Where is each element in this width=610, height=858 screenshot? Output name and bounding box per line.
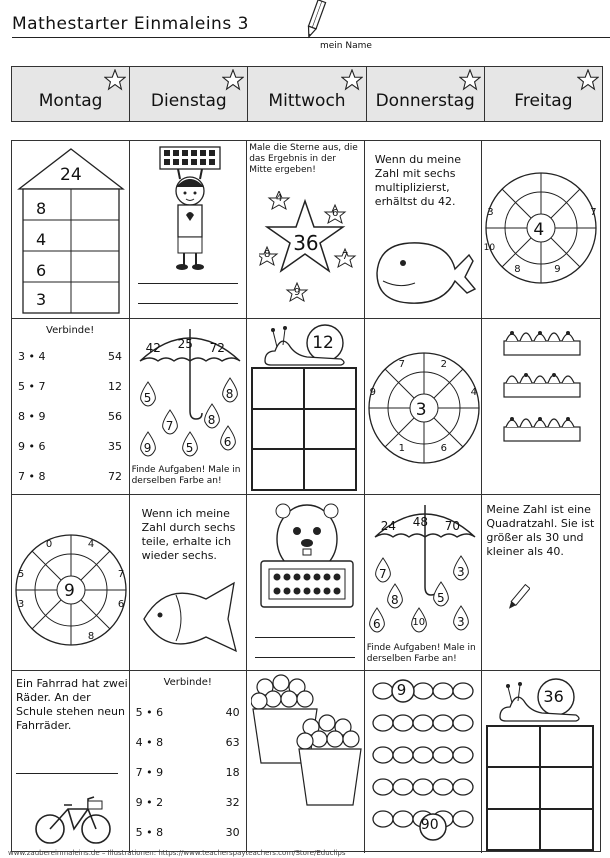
table-cell[interactable] bbox=[487, 726, 540, 767]
wheel-number: 7 bbox=[590, 207, 597, 218]
drop-number: 10 bbox=[412, 617, 426, 628]
fish-illustration bbox=[136, 575, 244, 661]
wheel-number: 0 bbox=[45, 539, 53, 550]
fish-riddle-text: Wenn ich meine Zahl durch sechs teile, erhalte ich wieder sechs. bbox=[141, 507, 236, 562]
drop-number: 5 bbox=[143, 391, 152, 405]
umbrella-value: 42 bbox=[145, 341, 161, 355]
whale-illustration bbox=[369, 233, 479, 313]
girl-dots-illustration bbox=[150, 143, 230, 273]
snail-table-cell bbox=[247, 319, 365, 495]
day-label: Mittwoch bbox=[268, 91, 346, 111]
drop-number: 3 bbox=[456, 615, 465, 629]
factor-table bbox=[486, 725, 594, 851]
star-number: 4 bbox=[276, 193, 283, 204]
day-label: Freitag bbox=[514, 91, 573, 111]
star-icon bbox=[222, 69, 244, 91]
wheel-number: 10 bbox=[483, 243, 496, 253]
bicycle-riddle-cell bbox=[12, 671, 130, 853]
flower-boxes-illustration bbox=[496, 323, 588, 453]
girl-array-cell bbox=[130, 141, 248, 319]
wheel-number: 6 bbox=[117, 599, 125, 610]
snail-number: 12 bbox=[312, 333, 334, 353]
value: 40 bbox=[225, 705, 240, 719]
fish-riddle-cell bbox=[130, 495, 248, 671]
square-riddle-cell bbox=[482, 495, 600, 671]
value: 12 bbox=[108, 379, 122, 393]
table-cell[interactable] bbox=[304, 449, 356, 490]
value: 30 bbox=[225, 825, 240, 839]
connect-pairs bbox=[18, 341, 122, 491]
umbrella-caption: Finde Aufgaben! Male in derselben Farbe an! bbox=[366, 643, 476, 664]
day-label: Donnerstag bbox=[375, 91, 475, 111]
beaver-dots-illustration bbox=[257, 499, 357, 611]
drop-number: 8 bbox=[225, 387, 234, 401]
square-riddle-text: Meine Zahl ist eine Quadratzahl. Sie ist größer als 30 und kleiner als 40. bbox=[486, 503, 595, 558]
star-icon bbox=[341, 69, 363, 91]
drop-number: 6 bbox=[372, 617, 381, 631]
wheel-number: 7 bbox=[117, 569, 125, 580]
name-label: mein Name bbox=[320, 41, 372, 51]
day-header bbox=[11, 66, 603, 122]
connect-title: Verbinde! bbox=[46, 325, 95, 336]
day-label: Dienstag bbox=[150, 91, 227, 111]
term: 8 • 9 bbox=[18, 409, 46, 423]
table-cell[interactable] bbox=[252, 449, 304, 490]
house-roof-number: 24 bbox=[60, 165, 82, 185]
bicycle-illustration bbox=[34, 791, 114, 847]
star-number: 9 bbox=[294, 287, 301, 298]
value: 35 bbox=[108, 439, 122, 453]
term: 5 • 6 bbox=[135, 705, 164, 719]
wheel-number: 9 bbox=[369, 387, 376, 398]
star-number: 8 bbox=[264, 249, 271, 260]
value: 18 bbox=[225, 765, 240, 779]
table-cell[interactable] bbox=[540, 809, 593, 850]
umbrella-value: 72 bbox=[209, 341, 225, 355]
day-wednesday bbox=[248, 67, 366, 121]
value: 54 bbox=[108, 349, 122, 363]
table-cell[interactable] bbox=[540, 767, 593, 808]
day-thursday bbox=[367, 67, 485, 121]
star-icon bbox=[577, 69, 599, 91]
drop-number: 8 bbox=[390, 593, 399, 607]
table-cell[interactable] bbox=[304, 409, 356, 450]
exercise-grid bbox=[11, 140, 601, 852]
wheel-number: 9 bbox=[554, 264, 561, 275]
star-center-number: 36 bbox=[293, 231, 319, 255]
table-cell[interactable] bbox=[304, 368, 356, 409]
wheel-number: 5 bbox=[17, 569, 25, 580]
wheel-number: 8 bbox=[87, 631, 95, 642]
answer-line bbox=[255, 637, 355, 638]
beaver-dots-cell bbox=[247, 495, 365, 671]
umbrella-value: 25 bbox=[177, 337, 193, 351]
umbrella-value: 70 bbox=[444, 519, 461, 533]
connect-pairs bbox=[136, 697, 240, 847]
answer-line bbox=[138, 303, 238, 304]
drop-number: 7 bbox=[165, 419, 174, 433]
umbrella-value: 48 bbox=[412, 515, 429, 529]
table-cell[interactable] bbox=[540, 726, 593, 767]
table-cell[interactable] bbox=[487, 767, 540, 808]
footer-credits: www.zaubereinmaleins.de – Illustrationen: https://www.teacherspayteachers.com/Store/Educlips bbox=[8, 849, 346, 857]
answer-line bbox=[16, 773, 118, 774]
whale-riddle-cell bbox=[365, 141, 483, 319]
term: 5 • 7 bbox=[18, 379, 46, 393]
pencil-icon bbox=[506, 583, 530, 613]
wheel-center: 3 bbox=[415, 400, 427, 420]
wheel-number: 7 bbox=[398, 359, 405, 370]
term: 7 • 8 bbox=[18, 469, 46, 483]
bead-top-number: 9 bbox=[396, 681, 407, 699]
drop-number: 6 bbox=[223, 435, 232, 449]
umbrella-cell bbox=[130, 319, 248, 495]
bead-bottom-number: 90 bbox=[420, 817, 439, 833]
star-number: 7 bbox=[342, 251, 349, 262]
whale-riddle-text: Wenn du meine Zahl mit sechs multiplizierst, erhältst du 42. bbox=[374, 153, 461, 208]
name-line bbox=[12, 37, 610, 38]
number-house-cell bbox=[12, 141, 130, 319]
day-friday bbox=[485, 67, 602, 121]
ball-buckets-illustration bbox=[251, 673, 363, 849]
answer-line bbox=[255, 657, 355, 658]
house-value: 3 bbox=[36, 290, 47, 309]
wheel-center: 4 bbox=[533, 220, 545, 240]
number-wheel-cell bbox=[12, 495, 130, 671]
answer-line bbox=[138, 283, 238, 284]
term: 9 • 6 bbox=[18, 439, 46, 453]
wheel-number: 2 bbox=[440, 359, 447, 370]
umbrella-cell bbox=[365, 495, 483, 671]
star-instruction: Male die Sterne aus, die das Ergebnis in der Mitte ergeben! bbox=[249, 143, 358, 175]
wheel-number: 4 bbox=[470, 387, 477, 398]
value: 72 bbox=[108, 469, 122, 483]
drop-number: 5 bbox=[185, 441, 194, 455]
bicycle-riddle-text: Ein Fahrrad hat zwei Räder. An der Schule stehen neun Fahrräder. bbox=[16, 677, 128, 732]
pencil-icon bbox=[300, 0, 330, 40]
value: 63 bbox=[225, 735, 240, 749]
wheel-center: 9 bbox=[64, 581, 75, 601]
term: 7 • 9 bbox=[135, 765, 164, 779]
snail-illustration bbox=[261, 321, 357, 367]
table-cell[interactable] bbox=[252, 368, 304, 409]
day-tuesday bbox=[130, 67, 248, 121]
star-task-cell bbox=[247, 141, 365, 319]
wheel-number: 3 bbox=[17, 599, 25, 610]
drop-number: 9 bbox=[143, 441, 152, 455]
number-wheel-cell bbox=[482, 141, 600, 319]
value: 56 bbox=[108, 409, 122, 423]
day-label: Montag bbox=[38, 91, 103, 111]
connect-cell bbox=[130, 671, 248, 853]
number-wheel-cell bbox=[365, 319, 483, 495]
star-icon bbox=[459, 69, 481, 91]
drop-number: 5 bbox=[436, 591, 445, 605]
connect-cell bbox=[12, 319, 130, 495]
table-cell[interactable] bbox=[487, 809, 540, 850]
plant-pots-cell bbox=[482, 319, 600, 495]
connect-title: Verbinde! bbox=[163, 677, 212, 688]
house-value: 4 bbox=[36, 230, 47, 249]
snail-number: 36 bbox=[543, 687, 564, 706]
snail-table-cell bbox=[482, 671, 600, 853]
star-icon bbox=[104, 69, 126, 91]
star-number: 6 bbox=[332, 208, 339, 219]
drop-number: 3 bbox=[456, 565, 465, 579]
day-monday bbox=[12, 67, 130, 121]
house-value: 6 bbox=[36, 261, 47, 280]
term: 3 • 4 bbox=[18, 349, 46, 363]
drop-number: 8 bbox=[207, 413, 216, 427]
term: 5 • 8 bbox=[135, 825, 164, 839]
umbrella-value: 24 bbox=[380, 519, 397, 533]
drop-number: 7 bbox=[378, 567, 387, 581]
term: 4 • 8 bbox=[135, 735, 164, 749]
value: 32 bbox=[225, 795, 240, 809]
table-cell[interactable] bbox=[252, 409, 304, 450]
wheel-number: 6 bbox=[440, 443, 447, 454]
wheel-number: 4 bbox=[87, 539, 95, 550]
factor-table bbox=[251, 367, 357, 491]
bead-chains-cell bbox=[365, 671, 483, 853]
wheel-number: 1 bbox=[398, 443, 405, 454]
page-title: Mathestarter Einmaleins 3 bbox=[12, 14, 249, 34]
buckets-cell bbox=[247, 671, 365, 853]
wheel-number: 8 bbox=[514, 264, 521, 275]
house-value: 8 bbox=[36, 199, 47, 218]
umbrella-caption: Finde Aufgaben! Male in derselben Farbe an! bbox=[131, 465, 241, 486]
wheel-number: 3 bbox=[487, 207, 494, 218]
term: 9 • 2 bbox=[135, 795, 164, 809]
